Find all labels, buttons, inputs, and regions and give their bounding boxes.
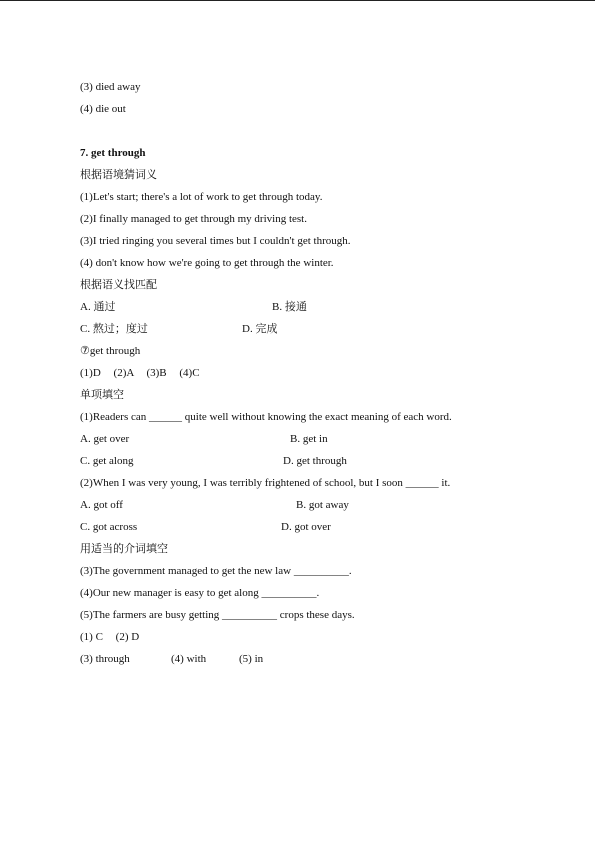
answer-item: (3)B <box>146 367 167 379</box>
answer-choice-item: (1) C <box>80 631 103 643</box>
q1-option-d: D. get through <box>283 455 347 467</box>
single-choice-title: 单项填空 <box>80 389 124 401</box>
intro-line-2: (4) die out <box>80 103 126 115</box>
answers-prep <box>80 648 540 670</box>
answer-choice-item: (2) D <box>115 631 140 643</box>
match-option-b: B. 接通 <box>272 301 307 313</box>
top-border-line <box>0 0 595 1</box>
q2-option-c: C. got across <box>80 521 138 533</box>
question-1-text: (1)Readers can ______ quite well without knowing the exact meaning of each word. <box>80 411 452 423</box>
question-2-row-2 <box>80 516 540 538</box>
q2-option-d: D. got over <box>281 521 331 533</box>
prep-item-5: (5)The farmers are busy getting __________ crops these days. <box>80 609 355 621</box>
answer-item: (4)C <box>179 367 200 379</box>
section-heading: 7. get through <box>80 147 146 159</box>
prep-item-4: (4)Our new manager is easy to get along __________. <box>80 587 320 599</box>
answers-choice <box>80 626 540 648</box>
q1-option-a: A. get over <box>80 433 130 445</box>
answer-items <box>80 362 540 384</box>
document-content <box>80 76 540 670</box>
q2-option-b: B. got away <box>296 499 349 511</box>
sentence-1: (1)Let's start; there's a lot of work to get through today. <box>80 191 323 203</box>
question-2-row-1 <box>80 494 540 516</box>
match-title: 根据语义找匹配 <box>80 279 157 291</box>
match-row-2 <box>80 318 540 340</box>
prep-item-3: (3)The government managed to get the new law __________. <box>80 565 352 577</box>
q1-option-b: B. get in <box>290 433 328 445</box>
question-1-row-2 <box>80 450 540 472</box>
match-option-a: A. 通过 <box>80 301 116 313</box>
match-option-c: C. 熬过；度过 <box>80 323 148 335</box>
prep-title: 用适当的介词填空 <box>80 543 168 555</box>
sentence-4: (4) don't know how we're going to get through the winter. <box>80 257 334 269</box>
answer-item: (2)A <box>113 367 134 379</box>
sentence-2: (2)I finally managed to get through my driving test. <box>80 213 307 225</box>
answer-item: (1)D <box>80 367 101 379</box>
q1-option-c: C. get along <box>80 455 134 467</box>
sentence-3: (3)I tried ringing you several times but I couldn't get through. <box>80 235 351 247</box>
q2-option-a: A. got off <box>80 499 123 511</box>
match-row-1 <box>80 296 540 318</box>
match-option-d: D. 完成 <box>242 323 278 335</box>
intro-line-1: (3) died away <box>80 81 141 93</box>
answer-label: ⑦get through <box>80 345 141 357</box>
question-1-row-1 <box>80 428 540 450</box>
answer-prep-item: (3) through <box>80 653 130 665</box>
answer-prep-item: (4) with <box>171 653 207 665</box>
spacer <box>80 120 540 142</box>
question-2-text: (2)When I was very young, I was terribly frightened of school, but I soon ______ it. <box>80 477 451 489</box>
answer-prep-item: (5) in <box>239 653 264 665</box>
guess-title: 根据语境猜词义 <box>80 169 157 181</box>
